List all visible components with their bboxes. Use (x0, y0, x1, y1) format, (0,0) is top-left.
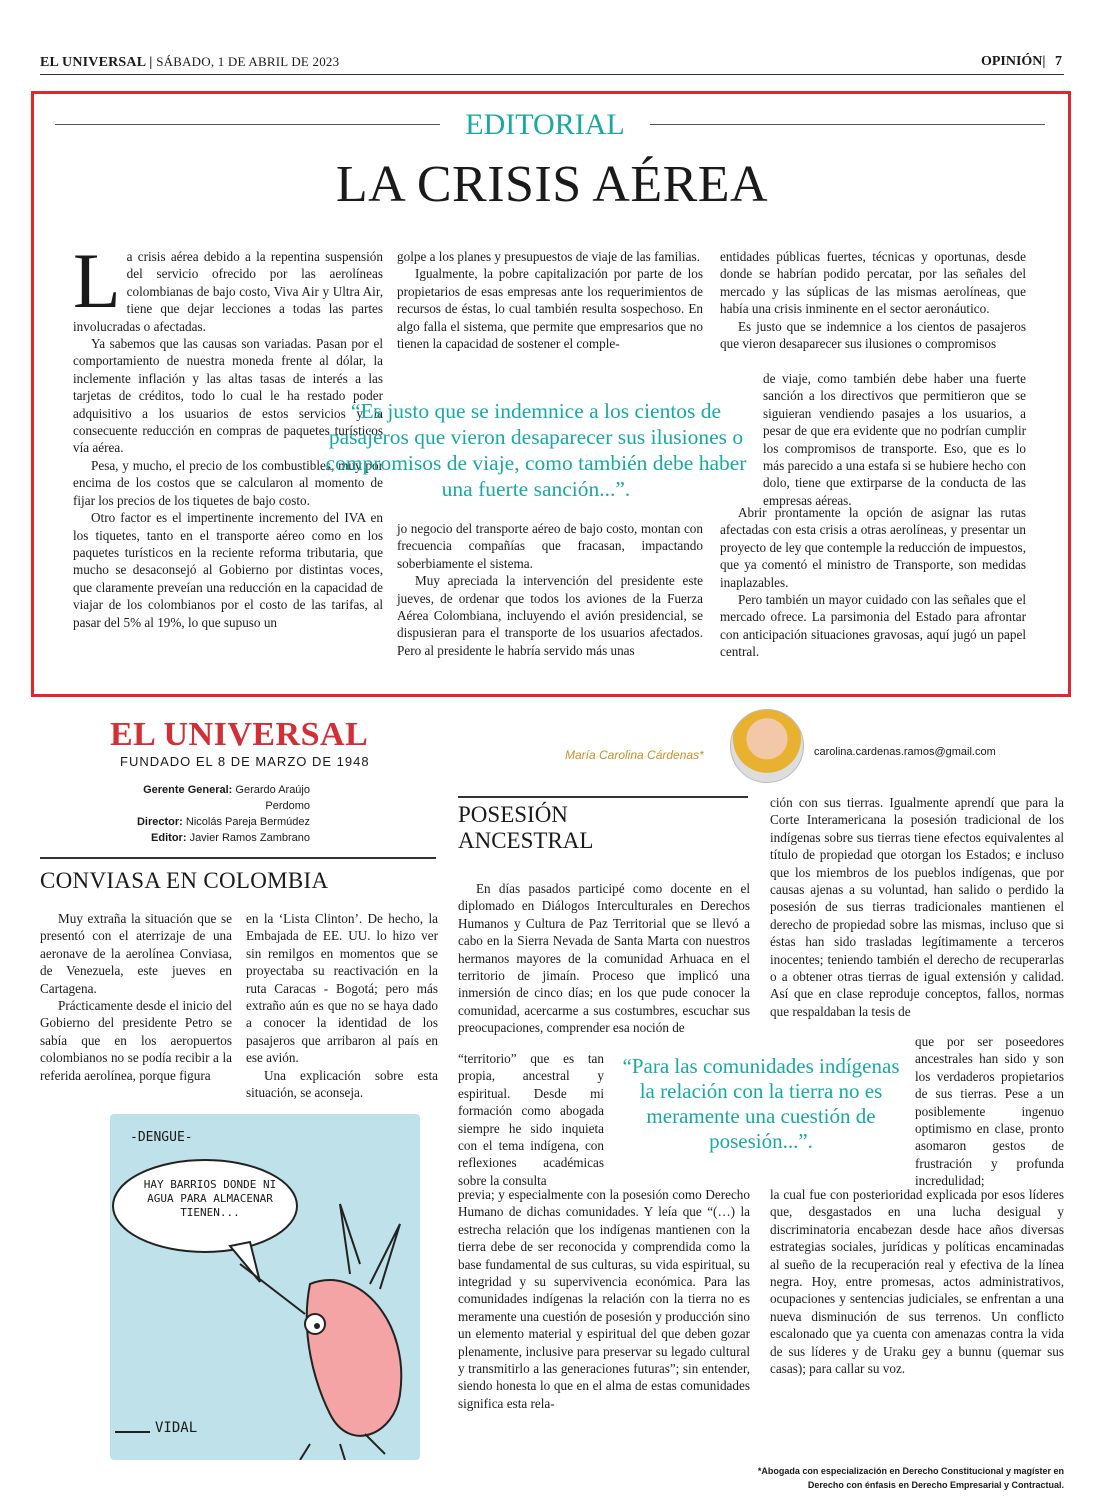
column-paragraph: la cual fue con posterioridad explicada por esos líderes que, desgastados en una lucha desigual y discriminatoria encabezan desde hace años diversas estrategias sociales, jurídicas y políticas encaminadas al sueño de la recuperación real y efectiva de la línea negra. Hoy, entre promesas, actos administrativos, ocupaciones y sentencias judiciales, se enfrentan a una nueva disminución de sus terrenos. Un conflicto escalonado que ya cuenta con amenazas contra la vida de sus líderes y de Uraku gey a bunnu (quemar sus casas); para callar su voz. (770, 1187, 1064, 1377)
editorial-paragraph: Pero también un mayor cuidado con las señales que el mercado ofrece. La parsimonia del Estado para afrontar con anticipación situaciones gravosas, aquí jugó un papel central. (720, 592, 1026, 660)
staff-manager: Gerente General: Gerardo Araújo Perdomo (143, 784, 310, 812)
dengue-cartoon (110, 1114, 420, 1460)
author-email[interactable]: carolina.cardenas.ramos@gmail.com (814, 746, 996, 758)
conviasa-rule (40, 857, 436, 859)
column-pull-quote: “Para las comunidades indígenas la relación con la tierra no es meramente una cuestión de posesión...”. (622, 1054, 900, 1153)
editorial-paragraph: golpe a los planes y presupuestos de viaje de las familias. (397, 249, 700, 264)
editorial-column-3-bottom (720, 504, 1026, 661)
editorial-kicker: EDITORIAL (465, 108, 625, 141)
column-right-bottom (770, 1186, 1064, 1377)
staff-editor: Editor: Javier Ramos Zambrano (151, 832, 310, 844)
column-paragraph: En días pasados participé como docente en el diplomado en Diálogos Interculturales en Derechos Humanos y Cultura de Paz Territorial que se llevó a cabo en la Sierra Nevada de Santa Marta con nuestros hermanos mayores de la comunidad Arhuaca en el territorio de jimaín. Proceso que implicó una inmersión de cinco días; en los que pude conocer la comunidad, acercarme a sus costumbres, escuchar sus preocupaciones, comprender esa noción de (458, 881, 750, 1036)
conviasa-paragraph: Muy extraña la situación que se presentó con el aterrizaje de una aeronave de la aerolínea Conviasa, de Venezuela, este jueves en Cartagena. (40, 911, 232, 996)
drop-cap: L (73, 237, 121, 324)
cartoon-title: -DENGUE- (130, 1130, 193, 1145)
section-name: OPINIÓN| (980, 54, 1046, 69)
kicker-rule-left (55, 124, 440, 125)
editorial-paragraph: Igualmente, la pobre capitalización por parte de los propietarios de esas empresas ante los requerimientos de recursos de éstas, lo cual también resulta sospechoso. En algo falla el sistema, que permite que empresarios que no tienen la capacidad de sostener el comple- (397, 266, 703, 352)
editorial-paragraph: Abrir prontamente la opción de asignar las rutas afectadas con esta crisis a otras aerolíneas, y presentar un proyecto de ley que contemple la reducción de impuestos, que ya comentó el ministro de Transporte, son medidas inaplazables. (720, 505, 1026, 590)
conviasa-column-2 (246, 910, 438, 1101)
author-footnote: *Abogada con especialización en Derecho Constitucional y magíster en Derecho con énfasis en Derecho Empresarial y Contractual. (757, 1466, 1064, 1490)
column-right-top (770, 794, 1064, 1020)
editorial-column-2-top (397, 248, 703, 352)
column-paragraph: “territorio” que es tan propia, ancestral y espiritual. Desde mi formación como abogada siempre he sido inquieta con el tema indígena, con reflexiones académicas sobre la consulta (458, 1051, 604, 1188)
column-paragraph: que por ser poseedores ancestrales han sido y son los verdaderos propietarios de sus tierras. Pese a un posiblemente ingenuo optimismo en clase, pronto asomaron gestos de frustración y profunda incredulidad; (915, 1034, 1064, 1189)
paper-name: EL UNIVERSAL (40, 55, 146, 70)
cartoon-illustration (110, 1114, 420, 1460)
header-rule (40, 74, 1064, 75)
author-avatar (730, 709, 804, 783)
column-headline: POSESIÓN ANCESTRAL (458, 802, 594, 853)
kicker-rule-right (650, 124, 1045, 125)
editorial-paragraph: entidades públicas fuertes, técnicas y oportunas, desde donde se habrían podido percatar, por las señales del mercado y las súplicas de las mismas aerolíneas, que había una crisis inminente en el sector aeronáutico. (720, 249, 1026, 317)
column-paragraph: ción con sus tierras. Igualmente aprendí que para la Corte Interamericana la posesión tradicional de los indígenas sobre sus tierras tiene efectos equivalentes al título de propiedad que otorgan los Estados; e incluso que los miembros de los pueblos indígenas, que por causas ajenas a su voluntad, han salido o perdido la posesión de sus tierras tradicionales mantienen el derecho de propiedad sobre las mismas, incluso que si éstas han sido trasladas legítimamente a terceros inocentes; teniendo también el derecho de recuperarlas o a obtener otras tierras de igual extensión y calidad. Así que en clase reproduje conceptos, fallos, normas que respaldaban la tesis de (770, 795, 1064, 1019)
editorial-column-3-mid (763, 370, 1026, 509)
editorial-paragraph: jo negocio del transporte aéreo de bajo costo, montan con frecuencia compañías que fracasan, impactando soberbiamente el sistema. (397, 521, 703, 571)
conviasa-column-1 (40, 910, 232, 1084)
masthead-staff (110, 782, 310, 846)
masthead-logo: EL UNIVERSAL (110, 716, 369, 753)
column-title-rule (458, 796, 748, 798)
masthead-founded: FUNDADO EL 8 DE MARZO DE 1948 (120, 754, 370, 769)
staff-director: Director: Nicolás Pareja Bermúdez (136, 816, 310, 828)
editorial-column-2-bottom (397, 520, 703, 659)
column-left-top (458, 880, 750, 1037)
editorial-paragraph: Es justo que se indemnice a los cientos de pasajeros que vieron desaparecer sus ilusiones o compromisos (720, 318, 1026, 352)
editorial-pull-quote: “Es justo que se indemnice a los cientos de pasajeros que vieron desaparecer sus ilusiones o compromisos de viaje, como también debe haber una fuerte sanción...”. (325, 399, 747, 501)
editorial-paragraph: Pesa, y mucho, el precio de los combustibles, muy por encima de los costos que se calcularon al momento de fijar los precios de los tiquetes de bajo costo. (73, 457, 383, 508)
conviasa-headline: CONVIASA EN COLOMBIA (40, 868, 329, 893)
page-header-right (981, 54, 1062, 70)
conviasa-paragraph: Una explicación sobre esta situación, se aconseja. (246, 1067, 438, 1101)
editorial-paragraph: Muy apreciada la intervención del presidente este jueves, de ordenar que todos los aviones de la Fuerza Aérea Colombiana, incluyendo el avión presidencial, se dispusieran para el transporte de los usuarios afectados. Pero al presidente le habría servido más unas (397, 573, 703, 658)
column-left-bottom (458, 1186, 750, 1412)
column-right-narrow (915, 1033, 1064, 1190)
issue-date: SÁBADO, 1 DE ABRIL DE 2023 (156, 54, 340, 69)
page-number: 7 (1055, 54, 1062, 69)
editorial-paragraph: La crisis aérea debido a la repentina suspensión del servicio ofrecido por las aerolíneas colombianas de bajo costo, Viva Air y Ultra Air, tiene que dejar lecciones a todas las partes involucradas o afectadas. (73, 237, 383, 334)
header-separator: | (149, 55, 153, 70)
editorial-paragraph: Otro factor es el impertinente incremento del IVA en los tiquetes, tanto en el transporte aéreo como en los paquetes turísticos en la reciente reforma tributaria, que mucho se desaconsejó al Gobierno por distintas voces, que claramente preveían una reducción en la capacidad de viajar de los colombianos por el costo de las tarifas, al pasar del 5% al 19%, lo que supuso un (73, 510, 383, 630)
column-paragraph: previa; y especialmente con la posesión como Derecho Humano de dichas comunidades. Y leía que “(…) la estrecha relación que los indígenas mantienen con la tierra debe de ser reconocida y comprendida como la base fundamental de sus culturas, su vida espiritual, su integridad y su supervivencia económica. Para las comunidades indígenas la relación con la tierra no es meramente una cuestión de posesión y producción sino un elemento material y espiritual del que deben gozar plenamente, inclusive para preservar su legado cultural y transmitirlo a las generaciones futuras”; sin entender, siendo honesta lo que en el alma de estas comunidades significa esta rela- (458, 1187, 750, 1411)
editorial-paragraph: de viaje, como también debe haber una fuerte sanción a los directivos que permitieron que se siguieran vendiendo pasajes a los usuarios, a pesar de que era evidente que no podrían cumplir los compromisos de transporte. Eso, que es lo más parecido a una estafa si se hubiere hecho con dolo, tiene que extirparse de la conducta de las empresas aéreas. (763, 371, 1026, 508)
column-author: María Carolina Cárdenas* (565, 748, 704, 762)
conviasa-paragraph: en la ‘Lista Clinton’. De hecho, la Embajada de EE. UU. lo hizo ver sin remilgos en momentos que se proyectaba su reactivación en la ruta Caracas - Bogotá; pero más extraño aún es que no se haya dado a conocer la identidad de los pasajeros que arribaron al país en ese avión. (246, 911, 438, 1066)
editorial-headline: LA CRISIS AÉREA (335, 156, 769, 213)
editorial-column-3-top (720, 248, 1026, 352)
cartoon-speech-bubble: HAY BARRIOS DONDE NI AGUA PARA ALMACENAR TIENEN... (143, 1178, 277, 1219)
cartoon-signature: VIDAL (155, 1420, 198, 1436)
editorial-paragraph: Ya sabemos que las causas son variadas. Pasan por el comportamiento de nuestra moneda frente al dólar, la inclemente inflación y las altas tasas de interés a las tarjetas de créditos, todo lo cual le ha restado poder adquisitivo a los usuarios de estos servicios y la consecuente reducción en compras de paquetes turísticos vía aérea. (73, 336, 383, 456)
column-left-narrow (458, 1050, 604, 1189)
page-header-left (40, 54, 339, 71)
conviasa-paragraph: Prácticamente desde el inicio del Gobierno del presidente Petro se sabía que en los aeropuertos colombianos no se podía recibir a la referida aerolínea, porque figura (40, 998, 232, 1083)
